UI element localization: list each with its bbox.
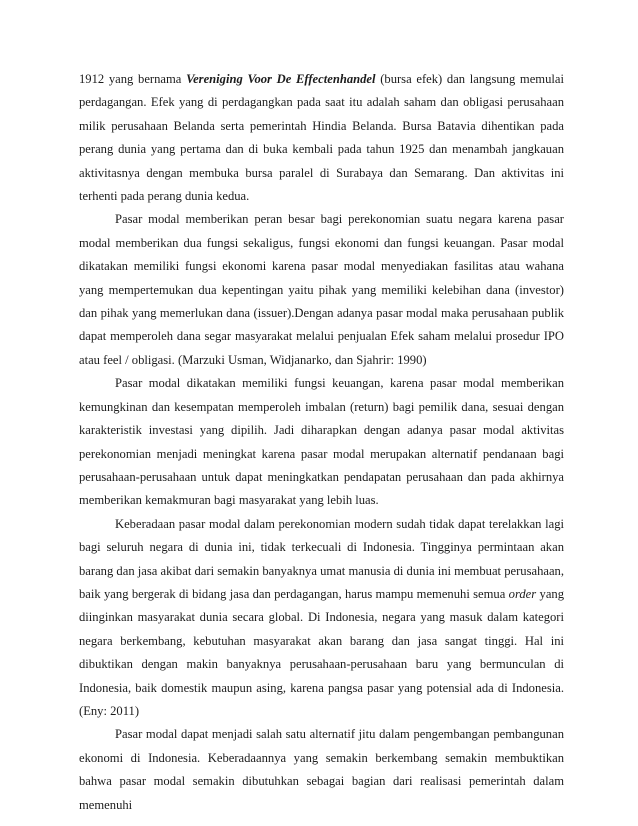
paragraph-5 (79, 723, 564, 817)
text-run: Keberadaan pasar modal dalam perekonomian modern sudah tidak dapat terelakkan lagi bagi seluruh negara di dunia ini, tidak terkecuali di Indonesia. Tingginya permintaan akan barang dan jasa akibat dari semakin banyaknya umat manusia di dunia ini membuat perusahaan, baik yang bergerak di bidang jasa dan perdagangan, harus mampu memenuhi semua (79, 516, 564, 601)
body-text (79, 68, 564, 817)
text-run: (bursa efek) dan langsung memulai perdagangan. Efek yang di perdagangkan pada saat itu adalah saham dan obligasi perusahaan milik perusahaan Belanda serta pemerintah Hindia Belanda. Bursa Batavia dihentikan pada perang dunia yang pertama dan di buka kembali pada tahun 1925 dan menambah jangkauan aktivitasnya dengan membuka bursa paralel di Surabaya dan Semarang. Dan aktivitas ini terhenti pada perang dunia kedua. (79, 72, 564, 204)
text-run: Pasar modal memberikan peran besar bagi perekonomian suatu negara karena pasar modal memberikan dua fungsi sekaligus, fungsi ekonomi dan fungsi keuangan. Pasar modal dikatakan memiliki fungsi ekonomi karena pasar modal menyediakan fasilitas atau wahana yang mempertemukan dua kepentingan yaitu pihak yang memiliki kelebihan dana (investor) dan pihak yang memerlukan dana (issuer).Dengan adanya pasar modal maka perusahaan publik dapat memperoleh dana segar masyarakat melalui penjualan Efek saham melalui prosedur IPO atau feel / obligasi. (Marzuki Usman, Widjanarko, dan Sjahrir: 1990) (79, 212, 564, 367)
emphasized-term: Vereniging Voor De Effectenhandel (186, 72, 376, 86)
text-run: Pasar modal dikatakan memiliki fungsi keuangan, karena pasar modal memberikan kemungkinan dan kesempatan memperoleh imbalan (return) bagi pemilik dana, sesuai dengan karakteristik investasi yang dipilih. Jadi diharapkan dengan adanya pasar modal aktivitas perekonomian menjadi meningkat karena pasar modal merupakan alternatif pendanaan bagi perusahaan-perusahaan untuk dapat meningkatkan pendapatan perusahaan dan pada akhirnya memberikan kemakmuran bagi masyarakat yang lebih luas. (79, 376, 564, 508)
paragraph-1 (79, 68, 564, 208)
paragraph-2 (79, 208, 564, 372)
text-run: Pasar modal dapat menjadi salah satu alternatif jitu dalam pengembangan pembangunan ekonomi di Indonesia. Keberadaannya yang semakin berkembang semakin membuktikan bahwa pasar modal semakin dibutuhkan sebagai bagian dari realisasi pemerintah dalam memenuhi (79, 727, 564, 812)
paragraph-4 (79, 513, 564, 724)
text-run: yang diinginkan masyarakat dunia secara global. Di Indonesia, negara yang masuk dalam kategori negara berkembang, kebutuhan masyarakat akan barang dan jasa sangat tinggi. Hal ini dibuktikan dengan makin banyaknya perusahaan-perusahaan baru yang bermunculan di Indonesia, baik domestik maupun asing, karena pangsa pasar yang potensial ada di Indonesia. (Eny: 2011) (79, 586, 564, 718)
emphasized-term: order (508, 586, 537, 601)
paragraph-3 (79, 372, 564, 512)
text-run: 1912 yang bernama (79, 72, 187, 86)
